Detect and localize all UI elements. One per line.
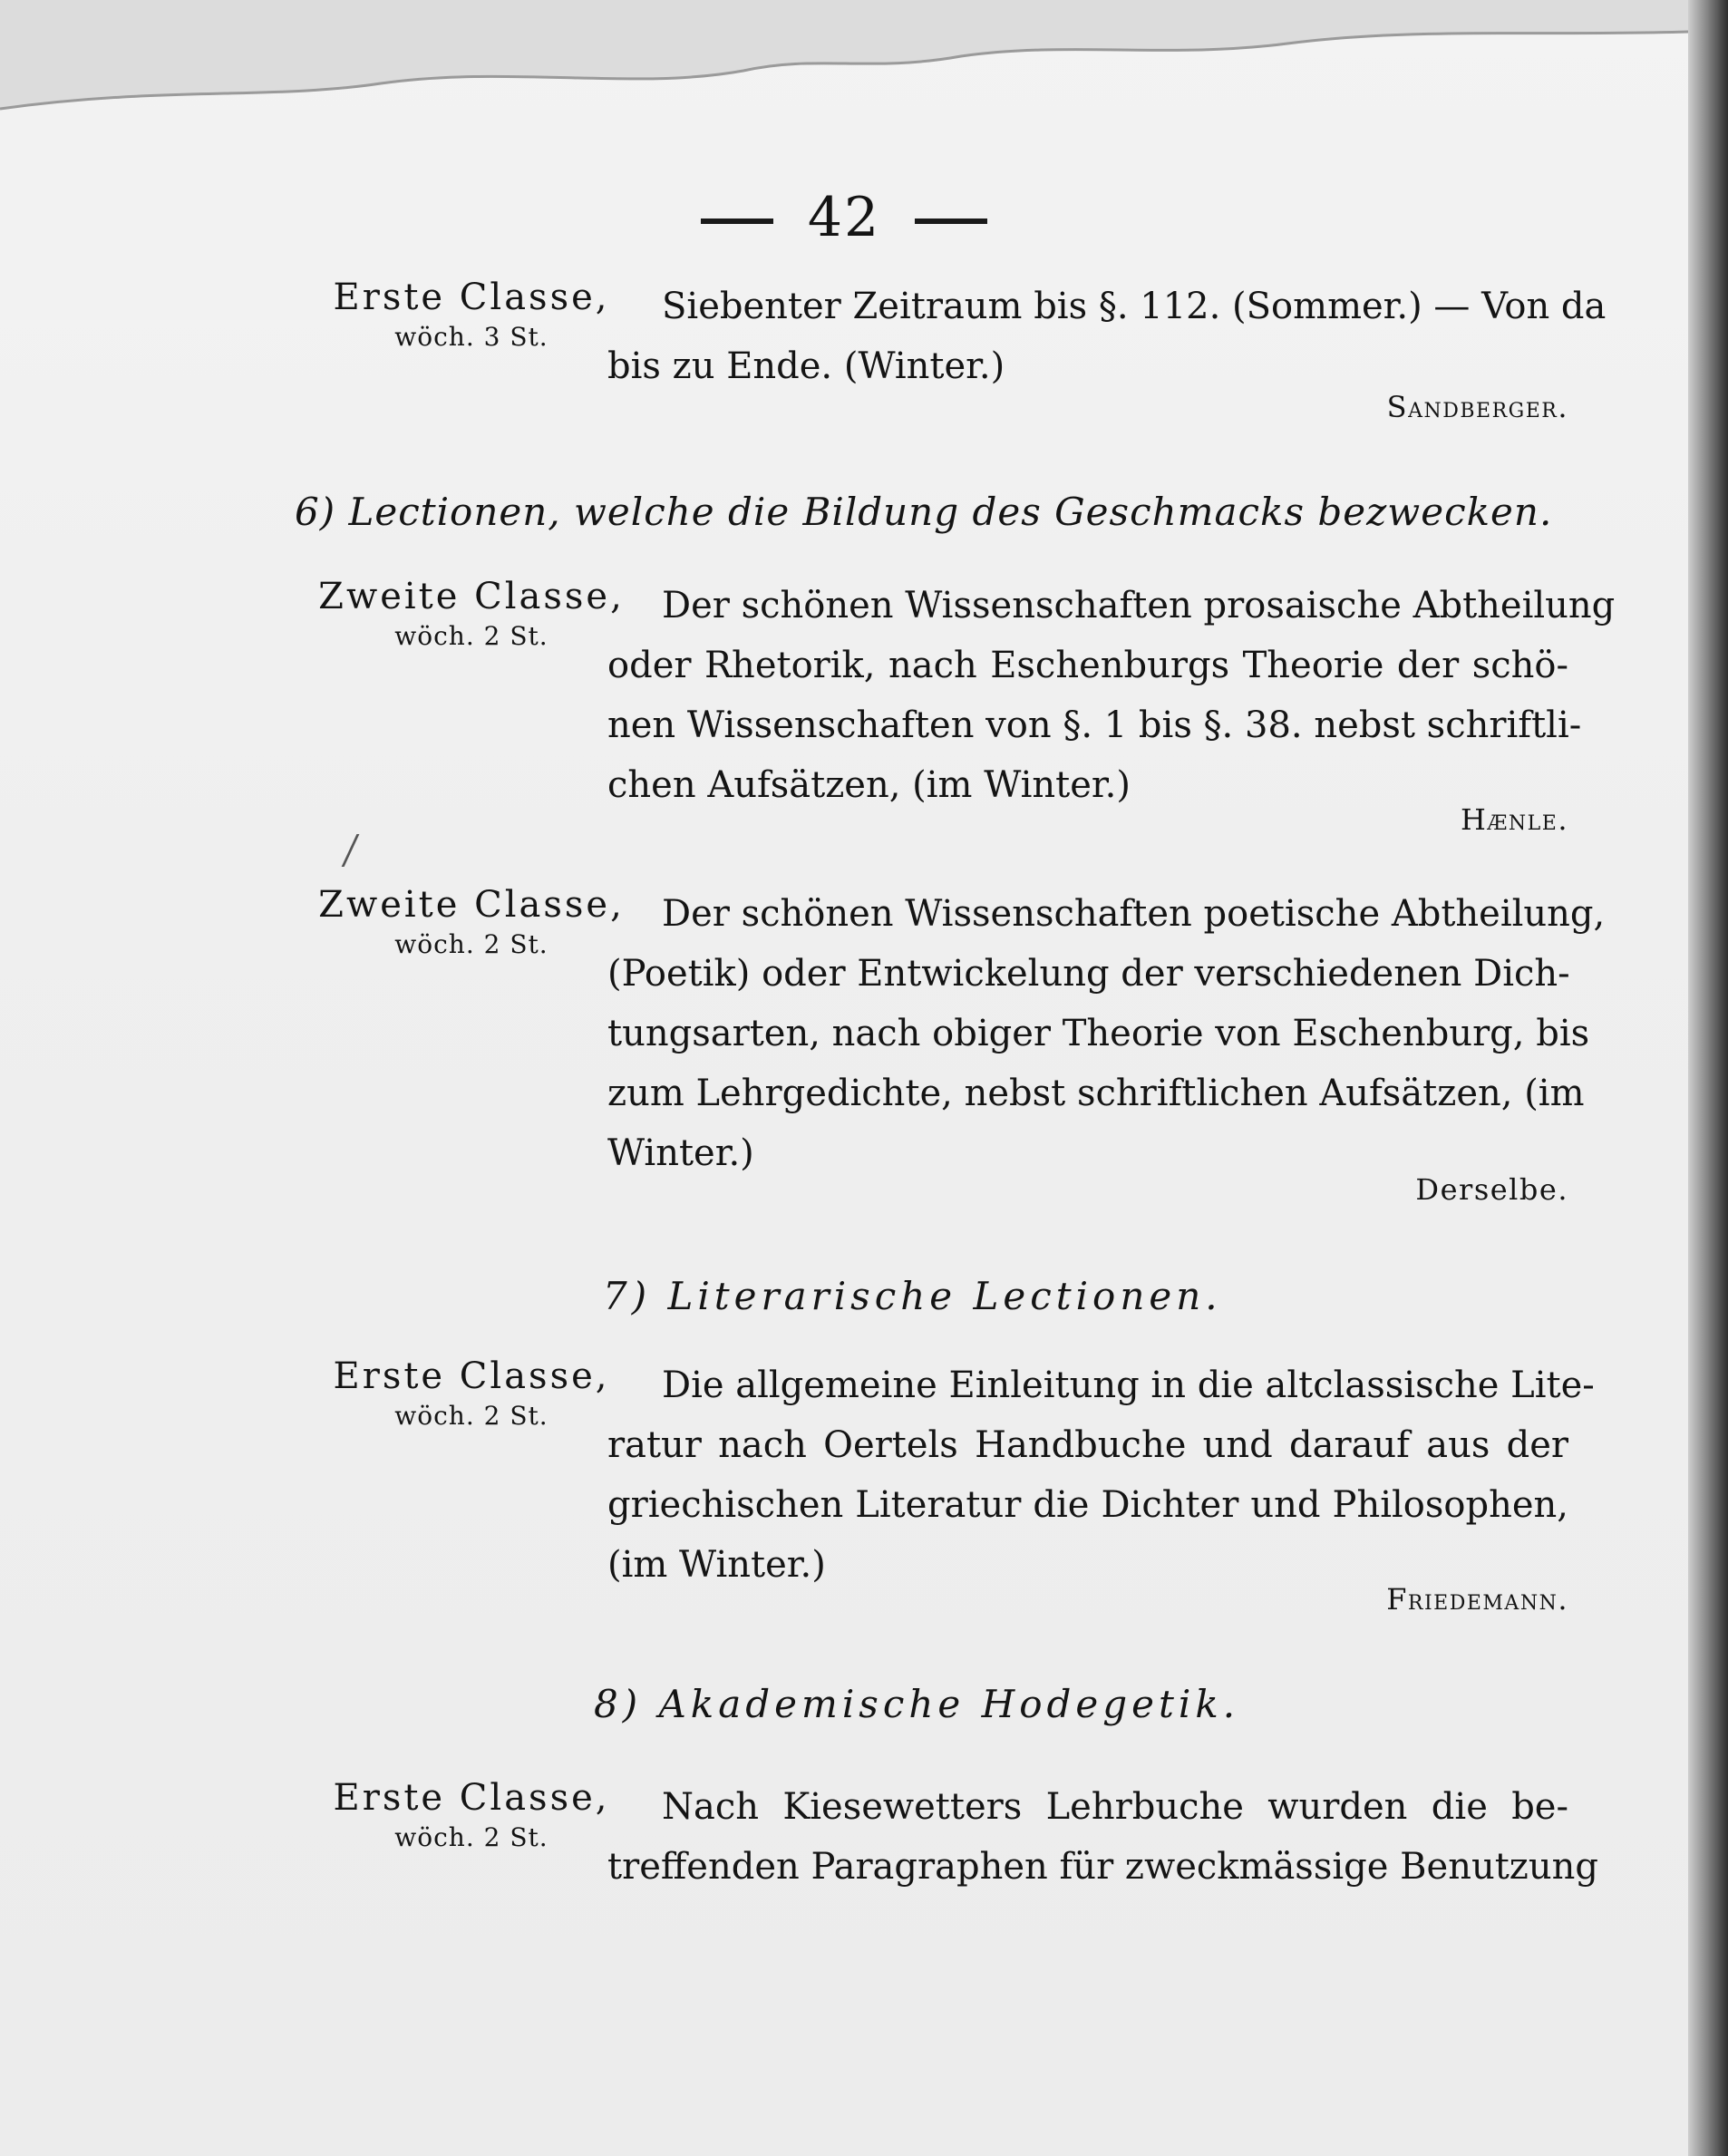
- teacher-name: Sandberger.: [1386, 390, 1568, 424]
- course-line: zum Lehrgedichte, nebst schriftlichen Aufsätzen, (im: [607, 1073, 1585, 1114]
- class-label: Erste Classe,: [333, 1777, 610, 1819]
- course-line: tungsarten, nach obiger Theorie von Eschenburg, bis: [607, 1013, 1590, 1054]
- course-line: Der schönen Wissenschaften prosaische Abtheilung: [662, 585, 1616, 626]
- page-number: 42: [0, 186, 1688, 249]
- course-line: chen Aufsätzen, (im Winter.): [607, 764, 1131, 806]
- course-description: [607, 1355, 1595, 1595]
- course-line: oder Rhetorik, nach Eschenburgs Theorie der schö-: [607, 645, 1568, 686]
- course-description: [607, 277, 1607, 396]
- course-line: ratur nach Oertels Handbuche und darauf aus der: [607, 1424, 1568, 1466]
- hours-label: wöch. 2 St.: [394, 1822, 548, 1852]
- dash-right: [915, 219, 987, 224]
- course-line: (im Winter.): [607, 1544, 826, 1586]
- course-line: Die allgemeine Einleitung in die altclassische Lite-: [662, 1364, 1595, 1406]
- course-line: Siebenter Zeitraum bis §. 112. (Sommer.) — Von da: [662, 286, 1607, 327]
- hours-label: wöch. 2 St.: [394, 621, 548, 651]
- class-label: Erste Classe,: [333, 277, 610, 318]
- course-line: bis zu Ende. (Winter.): [607, 345, 1005, 387]
- dash-left: [701, 219, 773, 224]
- hours-label: wöch. 3 St.: [394, 322, 548, 352]
- class-label: Erste Classe,: [333, 1355, 610, 1397]
- section-heading-6: 6) Lectionen, welche die Bildung des Geschmacks bezwecken.: [295, 490, 1553, 534]
- course-description: [607, 576, 1616, 815]
- teacher-name: Derselbe.: [1415, 1172, 1568, 1207]
- section-heading-7: 7) Literarische Lectionen.: [603, 1274, 1222, 1318]
- course-line: nen Wissenschaften von §. 1 bis §. 38. nebst schriftli-: [607, 704, 1582, 746]
- course-line: Nach Kiesewetters Lehrbuche wurden die be-: [662, 1786, 1568, 1828]
- course-line: (Poetik) oder Entwickelung der verschiedenen Dich-: [607, 953, 1570, 995]
- teacher-name: Friedemann.: [1386, 1582, 1568, 1617]
- course-line: griechischen Literatur die Dichter und Philosophen,: [607, 1484, 1568, 1526]
- pencil-mark: [342, 834, 396, 867]
- hours-label: wöch. 2 St.: [394, 929, 548, 959]
- hours-label: wöch. 2 St.: [394, 1401, 548, 1431]
- course-line: treffenden Paragraphen für zweckmässige Benutzung: [607, 1846, 1599, 1888]
- torn-paper-edge: [0, 0, 1688, 218]
- course-description: [607, 1777, 1599, 1897]
- class-label: Zweite Classe,: [318, 576, 625, 617]
- course-line: Der schönen Wissenschaften poetische Abtheilung,: [662, 893, 1606, 935]
- course-line: Winter.): [607, 1132, 754, 1174]
- teacher-name: Hænle.: [1460, 802, 1568, 837]
- course-description: [607, 884, 1606, 1183]
- binding-edge: [1688, 0, 1728, 2156]
- class-label: Zweite Classe,: [318, 884, 625, 926]
- section-heading-8: 8) Akademische Hodegetik.: [594, 1682, 1240, 1726]
